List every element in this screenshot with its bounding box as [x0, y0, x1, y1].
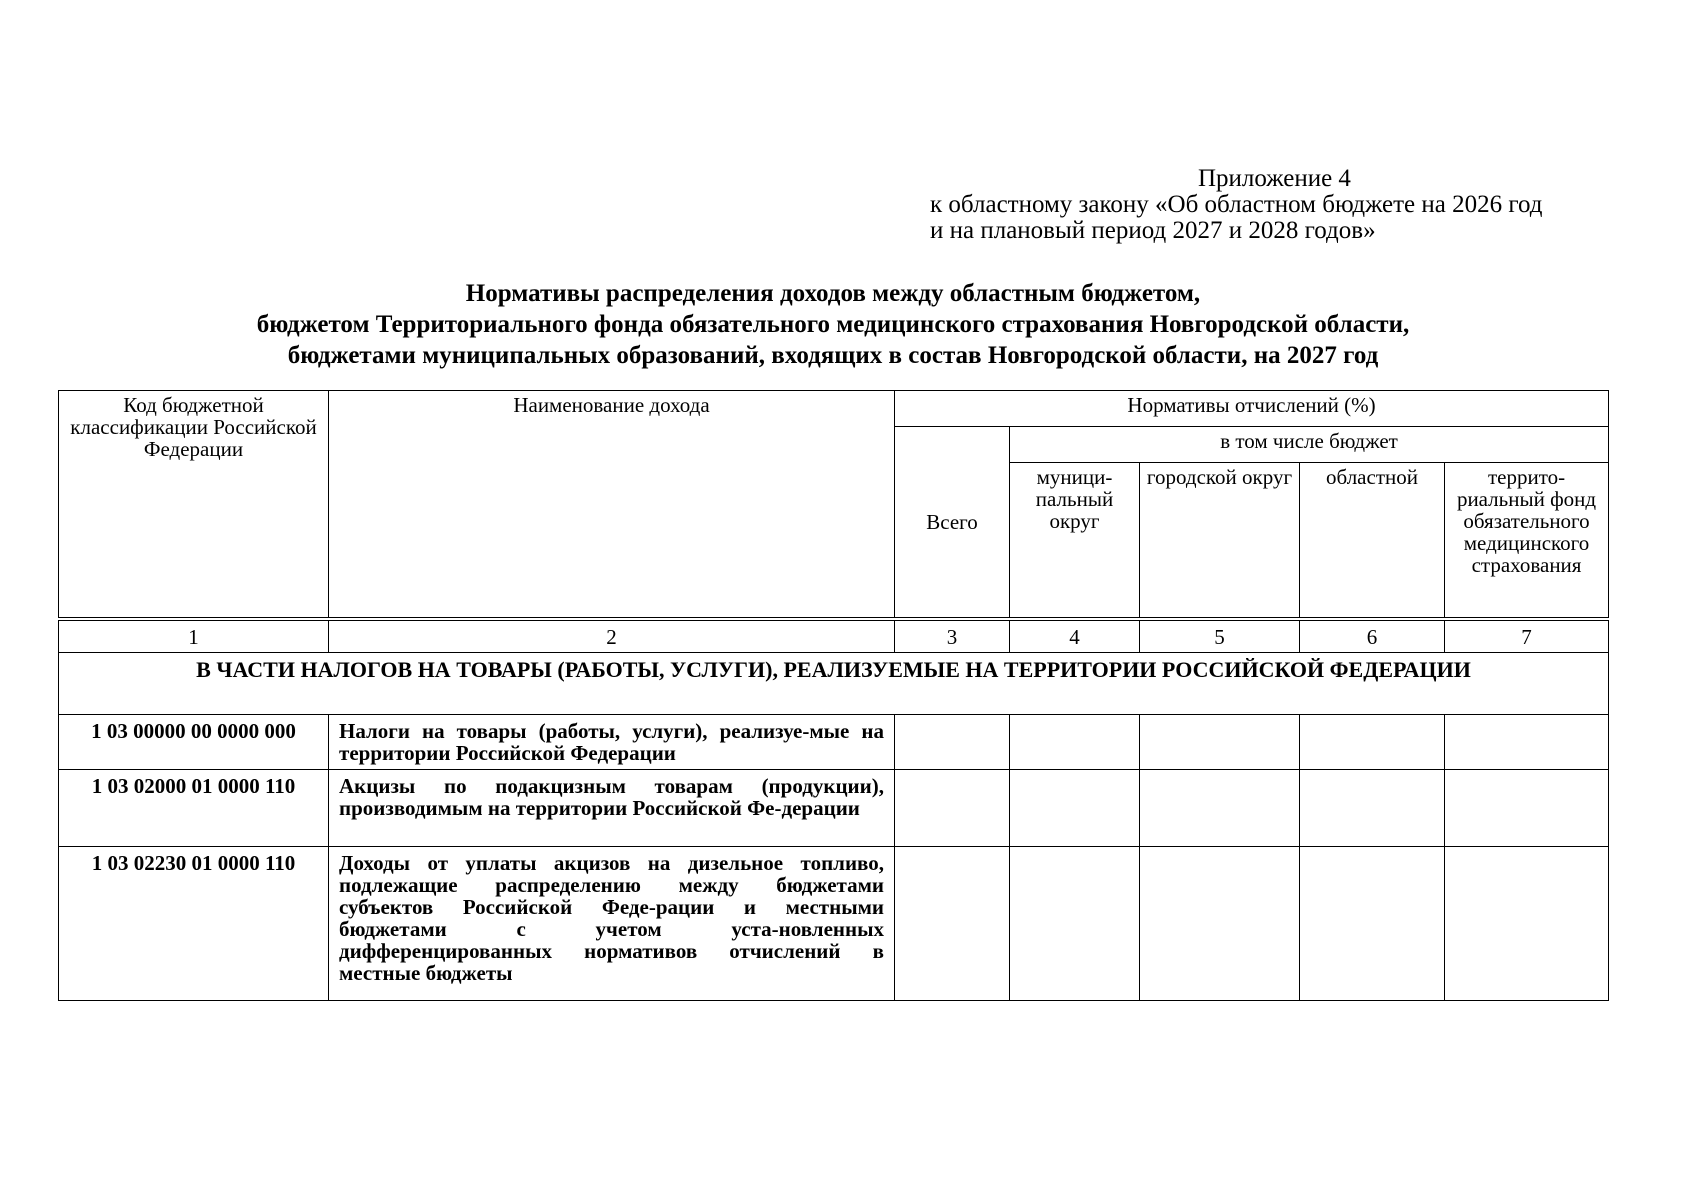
- column-number: 1: [59, 619, 329, 653]
- appendix-law-line: к областному закону «Об областном бюджете на 2026 год: [930, 191, 1543, 218]
- column-number: 5: [1140, 619, 1300, 653]
- column-number: 4: [1010, 619, 1140, 653]
- cell-municipal: [1010, 770, 1140, 847]
- header-city: городской округ: [1140, 463, 1300, 619]
- row-code: 1 03 00000 00 0000 000: [59, 715, 329, 770]
- row-code: 1 03 02230 01 0000 110: [59, 847, 329, 1001]
- appendix-period-line: и на плановый период 2027 и 2028 годов»: [930, 217, 1376, 244]
- table-row: [59, 847, 1609, 1001]
- title-line-3: бюджетами муниципальных образований, входящих в состав Новгородской области, на 2027 год: [287, 342, 1379, 369]
- cell-municipal: [1010, 715, 1140, 770]
- header-regional: областной: [1300, 463, 1445, 619]
- cell-total: [895, 847, 1010, 1001]
- header-name: Наименование дохода: [329, 391, 895, 619]
- cell-total: [895, 715, 1010, 770]
- section-title: В ЧАСТИ НАЛОГОВ НА ТОВАРЫ (РАБОТЫ, УСЛУГИ), РЕАЛИЗУЕМЫЕ НА ТЕРРИТОРИИ РОССИЙСКОЙ ФЕДЕРАЦИИ: [59, 653, 1609, 715]
- norms-table: [58, 390, 1609, 1001]
- row-name: Налоги на товары (работы, услуги), реализуе-мые на территории Российской Федерации: [329, 715, 895, 770]
- cell-fund: [1445, 847, 1609, 1001]
- cell-city: [1140, 715, 1300, 770]
- header-fund: террито-риальный фонд обязательного медицинского страхования: [1445, 463, 1609, 619]
- column-number: 6: [1300, 619, 1445, 653]
- cell-regional: [1300, 847, 1445, 1001]
- cell-total: [895, 770, 1010, 847]
- cell-fund: [1445, 715, 1609, 770]
- title-line-2: бюджетом Территориального фонда обязательного медицинского страхования Новгородской области,: [256, 311, 1410, 338]
- title-line-1: Нормативы распределения доходов между областным бюджетом,: [465, 280, 1201, 307]
- cell-municipal: [1010, 847, 1140, 1001]
- table-row: [59, 770, 1609, 847]
- appendix-note: [930, 166, 1543, 244]
- column-numbers-row: [59, 619, 1609, 653]
- cell-regional: [1300, 770, 1445, 847]
- header-including: в том числе бюджет: [1010, 427, 1609, 463]
- header-code: Код бюджетной классификации Российской Федерации: [59, 391, 329, 619]
- header-norms: Нормативы отчислений (%): [895, 391, 1609, 427]
- cell-city: [1140, 770, 1300, 847]
- header-total: Всего: [895, 427, 1010, 619]
- table-row: [59, 715, 1609, 770]
- column-number: 2: [329, 619, 895, 653]
- column-number: 7: [1445, 619, 1609, 653]
- cell-regional: [1300, 715, 1445, 770]
- column-number: 3: [895, 619, 1010, 653]
- appendix-number: Приложение 4: [1198, 165, 1351, 192]
- section-row: [59, 653, 1609, 715]
- row-name: Доходы от уплаты акцизов на дизельное топливо, подлежащие распределению между бюджетами субъектов Российской Феде-рации и местными бюджетами с учетом уста-новленных дифференцированных нормативов отчислений в местные бюджеты: [329, 847, 895, 1001]
- cell-city: [1140, 847, 1300, 1001]
- row-name: Акцизы по подакцизным товарам (продукции), производимым на территории Российской Фе-дерации: [329, 770, 895, 847]
- row-code: 1 03 02000 01 0000 110: [59, 770, 329, 847]
- document-title: [58, 278, 1608, 371]
- header-municipal: муници-пальный округ: [1010, 463, 1140, 619]
- cell-fund: [1445, 770, 1609, 847]
